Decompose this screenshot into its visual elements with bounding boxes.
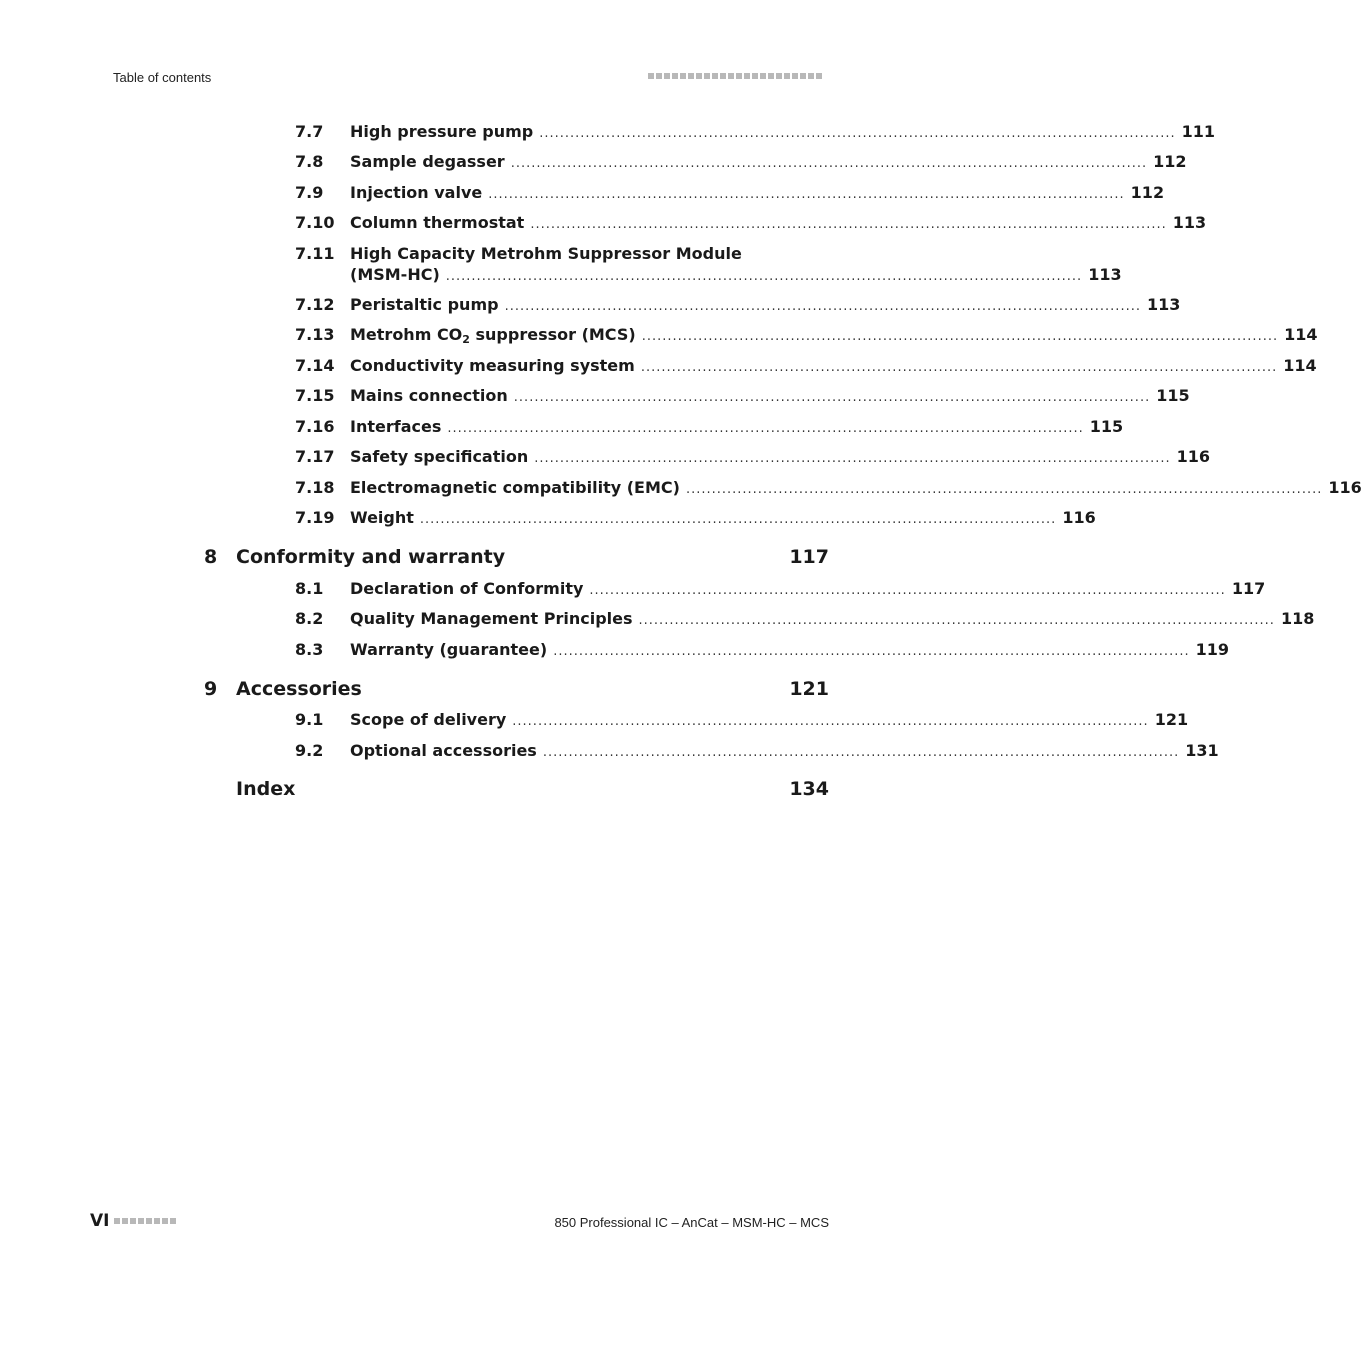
- leader-dots: ............................................................................................................................: [589, 583, 1226, 598]
- footer-document-title: 850 Professional IC – AnCat – MSM-HC – MCS: [554, 1215, 829, 1230]
- toc-entry-8-2[interactable]: [0, 609, 1315, 633]
- leader-dots: ............................................................................................................................: [530, 217, 1167, 232]
- entry-title-line2: (MSM-HC): [350, 265, 440, 284]
- toc-entry-7-14[interactable]: [0, 356, 1317, 380]
- toc-chapter-8[interactable]: [0, 546, 954, 574]
- entry-page: 112: [1153, 152, 1187, 171]
- entry-number: 7.14: [295, 356, 335, 375]
- leader-dots: ............................................................................................................................: [638, 613, 1275, 628]
- chapter-title: Index: [236, 778, 296, 800]
- entry-number: 7.11: [295, 244, 335, 263]
- leader-dots: ............................................................................................................................: [488, 187, 1125, 202]
- header-decoration: [648, 73, 822, 79]
- entry-title: Conductivity measuring system: [350, 356, 635, 375]
- entry-number: 7.12: [295, 295, 335, 314]
- toc-entry-7-17[interactable]: [0, 447, 1211, 471]
- entry-title: Scope of delivery: [350, 710, 507, 729]
- leader-dots: ............................................................................................................................: [685, 482, 1323, 497]
- toc-entry-7-16[interactable]: [0, 417, 1124, 441]
- leader-dots: ............................................................................................................................: [542, 745, 1180, 760]
- entry-number: 8.3: [295, 640, 324, 659]
- leader-dots: ............................................................................................................................: [447, 421, 1084, 436]
- leader-dots: ............................................................................................................................: [641, 329, 1279, 344]
- entry-title: Safety specification: [350, 447, 529, 466]
- chapter-number: 9: [204, 678, 218, 700]
- chapter-page: 134: [789, 778, 829, 800]
- entry-title: Electromagnetic compatibility (EMC): [350, 478, 680, 497]
- leader-dots: ............................................................................................................................: [553, 644, 1190, 659]
- entry-page: 113: [1172, 213, 1207, 232]
- entry-page: 118: [1280, 609, 1315, 628]
- entry-title-prefix: Metrohm CO: [350, 325, 463, 344]
- leader-dots: ............................................................................................................................: [534, 451, 1171, 466]
- entry-number: 8.2: [295, 609, 324, 628]
- entry-page: 131: [1185, 741, 1219, 760]
- entry-title: Interfaces: [350, 417, 442, 436]
- entry-page: 114: [1284, 325, 1318, 344]
- toc-entry-9-1[interactable]: [0, 710, 1189, 734]
- toc-entry-7-11[interactable]: [0, 244, 1122, 290]
- toc-entry-7-7[interactable]: [0, 122, 1216, 146]
- entry-page: 113: [1088, 265, 1122, 284]
- entry-page: 111: [1181, 122, 1216, 141]
- entry-number: 7.18: [295, 478, 335, 497]
- entry-page: 116: [1328, 478, 1362, 497]
- entry-title: Declaration of Conformity: [350, 579, 584, 598]
- entry-title: Quality Management Principles: [350, 609, 633, 628]
- entry-page: 117: [1231, 579, 1266, 598]
- toc-entry-8-3[interactable]: [0, 640, 1230, 664]
- toc-index[interactable]: [0, 778, 954, 806]
- entry-number: 7.19: [295, 508, 335, 527]
- toc-entry-7-15[interactable]: [0, 386, 1190, 410]
- entry-page: 113: [1146, 295, 1181, 314]
- toc-entry-7-12[interactable]: [0, 295, 1181, 319]
- leader-dots: ............................................................................................................................: [513, 390, 1151, 405]
- toc-entry-7-13[interactable]: [0, 325, 1318, 349]
- leader-dots: ............................................................................................................................: [510, 156, 1148, 171]
- toc-entry-7-18[interactable]: [0, 478, 1362, 502]
- running-header-title: Table of contents: [113, 70, 212, 85]
- toc-entry-9-2[interactable]: [0, 741, 1219, 765]
- entry-title: Mains connection: [350, 386, 508, 405]
- entry-title: Injection valve: [350, 183, 483, 202]
- toc-entry-7-9[interactable]: [0, 183, 1165, 207]
- chapter-title: Accessories: [236, 678, 362, 700]
- subscript: 2: [462, 333, 470, 346]
- toc-entry-7-19[interactable]: [0, 508, 1096, 532]
- leader-dots: ............................................................................................................................: [512, 714, 1149, 729]
- entry-number: 7.7: [295, 122, 324, 141]
- entry-number: 7.9: [295, 183, 324, 202]
- toc-entry-8-1[interactable]: [0, 579, 1266, 603]
- entry-page: 121: [1154, 710, 1189, 729]
- entry-title: Optional accessories: [350, 741, 537, 760]
- entry-page: 115: [1089, 417, 1124, 436]
- entry-number: 7.8: [295, 152, 324, 171]
- entry-title-suffix: suppressor (MCS): [469, 325, 636, 344]
- entry-title: High pressure pump: [350, 122, 534, 141]
- entry-number: 8.1: [295, 579, 324, 598]
- toc-entry-7-10[interactable]: [0, 213, 1207, 237]
- chapter-number: 8: [204, 546, 218, 568]
- leader-dots: ............................................................................................................................: [445, 269, 1083, 284]
- entry-number: 9.2: [295, 741, 324, 760]
- footer-page-number: VI: [90, 1211, 110, 1231]
- entry-title: Sample degasser: [350, 152, 505, 171]
- entry-page: 115: [1156, 386, 1190, 405]
- entry-title: Warranty (guarantee): [350, 640, 548, 659]
- chapter-title: Conformity and warranty: [236, 546, 506, 568]
- entry-title-line1: High Capacity Metrohm Suppressor Module: [350, 244, 742, 263]
- entry-page: 116: [1176, 447, 1211, 466]
- entry-title: Peristaltic pump: [350, 295, 499, 314]
- entry-number: 7.13: [295, 325, 335, 344]
- entry-title: Weight: [350, 508, 414, 527]
- entry-number: 7.16: [295, 417, 335, 436]
- entry-number: 7.15: [295, 386, 335, 405]
- entry-title: Column thermostat: [350, 213, 525, 232]
- leader-dots: ............................................................................................................................: [539, 126, 1176, 141]
- entry-number: 9.1: [295, 710, 324, 729]
- leader-dots: ............................................................................................................................: [504, 299, 1141, 314]
- entry-number: 7.10: [295, 213, 335, 232]
- toc-entry-7-8[interactable]: [0, 152, 1187, 176]
- leader-dots: ............................................................................................................................: [419, 512, 1057, 527]
- entry-page: 114: [1283, 356, 1317, 375]
- entry-number: 7.17: [295, 447, 335, 466]
- entry-page: 112: [1130, 183, 1165, 202]
- leader-dots: ............................................................................................................................: [640, 360, 1278, 375]
- chapter-page: 121: [789, 678, 829, 700]
- chapter-page: 117: [789, 546, 829, 568]
- toc-chapter-9[interactable]: [0, 678, 954, 706]
- entry-page: 119: [1195, 640, 1230, 659]
- footer-decoration: [114, 1218, 176, 1224]
- entry-title: [350, 325, 636, 344]
- entry-page: 116: [1062, 508, 1096, 527]
